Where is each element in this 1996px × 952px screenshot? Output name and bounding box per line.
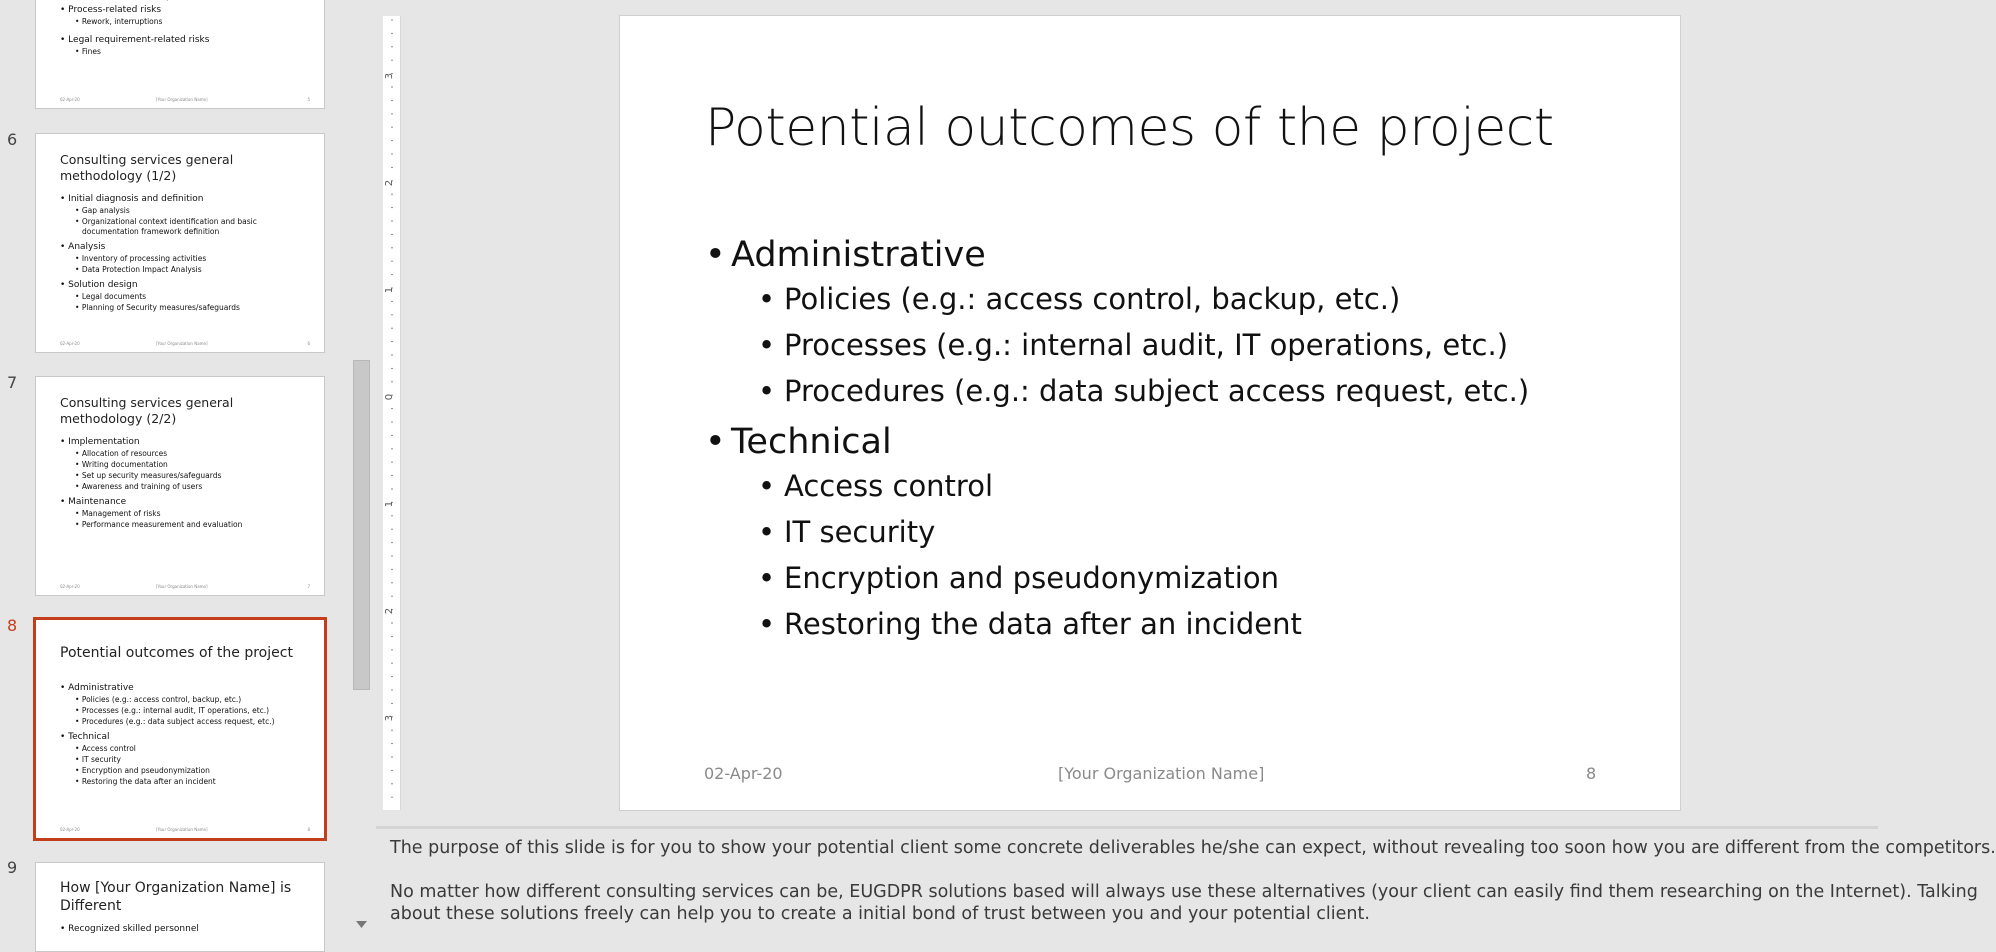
thumbnail-footer-org: [Your Organization Name] <box>156 341 208 346</box>
thumbnail-bullet: • Writing documentation <box>60 460 314 470</box>
thumbnail-footer-number: 5 <box>307 97 310 102</box>
slide-bullet-text: Processes (e.g.: internal audit, IT operations, etc.) <box>784 328 1509 362</box>
slide-bullet-text: Administrative <box>731 235 986 275</box>
bullet-icon: • <box>758 374 776 408</box>
thumbnail-footer-date: 02-Apr-20 <box>60 341 80 346</box>
thumbnail-bullet: • Maintenance <box>60 496 314 508</box>
scroll-down-button[interactable] <box>352 916 371 933</box>
ruler-label: 3 <box>384 714 395 722</box>
bullet-icon: • <box>758 328 776 362</box>
thumbnail-bullet: • Fines <box>60 47 314 57</box>
thumbnail-footer-date: 02-Apr-20 <box>60 97 80 102</box>
thumbnail-body <box>60 0 314 57</box>
thumbnail-footer-org: [Your Organization Name] <box>156 827 208 832</box>
thumbnail-bullet: • Legal requirement-related risks <box>60 34 314 46</box>
thumbnail-bullet: • Encryption and pseudonymization <box>60 766 314 776</box>
ruler-label: 1 <box>384 500 395 508</box>
thumbnail-bullet: • Set up security measures/safeguards <box>60 471 314 481</box>
slide-footer-date[interactable]: 02-Apr-20 <box>704 764 783 783</box>
slide-title[interactable]: Potential outcomes of the project <box>705 98 1554 158</box>
thumbnail-bullet: • Access control <box>60 744 314 754</box>
thumbnail-body <box>60 682 314 787</box>
thumbnail-body <box>60 923 314 935</box>
thumbnail-bullet: • Planning of Security measures/safeguards <box>60 303 314 313</box>
slide-bullet-text: Technical <box>731 422 892 462</box>
ruler-label: 3 <box>384 72 395 80</box>
slide-bullet-level1 <box>705 234 1529 277</box>
thumbnail-bullet: • Analysis <box>60 241 314 253</box>
thumbnail-footer-org: [Your Organization Name] <box>156 97 208 102</box>
bullet-icon: • <box>758 282 776 316</box>
thumbnail-body <box>60 193 314 313</box>
thumbnail-footer <box>60 341 310 347</box>
thumbnail-bullet: • Legal documents <box>60 292 314 302</box>
thumbnail-bullet: • Administrative <box>60 682 314 694</box>
slide-thumbnail-9[interactable] <box>35 862 325 952</box>
thumbnail-footer-number: 6 <box>307 341 310 346</box>
notes-paragraph: No matter how different consulting services can be, EUGDPR solutions based will always use these alternatives (your client can easily find them researching on the Internet). Talking <box>390 882 1978 902</box>
thumbnail-footer-date: 02-Apr-20 <box>60 584 80 589</box>
slide-number-6: 6 <box>7 130 18 149</box>
slide-content-placeholder[interactable] <box>705 234 1529 642</box>
bullet-icon: • <box>705 235 726 275</box>
thumbnail-bullet: • Management of risks <box>60 509 314 519</box>
slide-bullet-text: Procedures (e.g.: data subject access request, etc.) <box>784 374 1530 408</box>
notes-paragraph-continued: about these solutions freely can help you to create a initial bond of trust between you and your potential client. <box>390 904 1370 924</box>
thumbnail-title: Consulting services general methodology (1/2) <box>60 152 234 183</box>
thumbnail-bullet: • Restoring the data after an incident <box>60 777 314 787</box>
thumbnail-title: Consulting services general methodology (2/2) <box>60 395 234 426</box>
thumbnail-bullet: • Policies (e.g.: access control, backup, etc.) <box>60 695 314 705</box>
ruler-label: 1 <box>384 286 395 294</box>
ruler-label: 2 <box>384 179 395 187</box>
thumbnail-bullet: • Procedures (e.g.: data subject access request, etc.) <box>60 717 314 727</box>
thumbnail-bullet: • Process-related risks <box>60 4 314 16</box>
thumbnail-footer-number: 7 <box>307 584 310 589</box>
slide-bullet-level2 <box>758 373 1529 409</box>
thumbnail-bullet: • Recognized skilled personnel <box>60 923 314 935</box>
slide-thumbnail-7[interactable] <box>35 376 325 596</box>
slide-canvas[interactable] <box>619 15 1681 811</box>
thumbnail-bullet: • Awareness and training of users <box>60 482 314 492</box>
thumbnail-bullet: • Allocation of resources <box>60 449 314 459</box>
slide-bullet-text: Restoring the data after an incident <box>784 607 1302 641</box>
thumbnail-bullet: • IT security <box>60 755 314 765</box>
ruler-ticks <box>383 16 401 810</box>
bullet-icon: • <box>758 561 776 595</box>
thumbnail-bullet: • Data Protection Impact Analysis <box>60 265 314 275</box>
slide-bullet-level2 <box>758 514 1529 550</box>
slide-thumbnail-pane <box>0 0 352 933</box>
slide-thumbnail-6[interactable] <box>35 133 325 353</box>
thumbnail-bullet: • Solution design <box>60 279 314 291</box>
notes-paragraph: The purpose of this slide is for you to show your potential client some concrete deliverables he/she can expect, without revealing too soon how you are different from the competitors. <box>390 838 1996 858</box>
thumbnail-footer <box>60 827 310 833</box>
thumbnail-footer <box>60 97 310 103</box>
thumbnail-bullet: • Technical <box>60 731 314 743</box>
thumbnail-footer-org: [Your Organization Name] <box>156 584 208 589</box>
slide-number-9: 9 <box>7 858 18 877</box>
slide-bullet-level2 <box>758 560 1529 596</box>
slide-thumbnail-8-selected[interactable] <box>33 617 327 841</box>
bullet-icon: • <box>705 422 726 462</box>
thumbnail-bullet <box>60 0 314 2</box>
vertical-ruler <box>383 16 401 810</box>
slide-bullet-text: Policies (e.g.: access control, backup, etc.) <box>784 282 1401 316</box>
thumbnail-bullet: • Processes (e.g.: internal audit, IT operations, etc.) <box>60 706 314 716</box>
slide-footer-number[interactable]: 8 <box>1586 764 1597 783</box>
slide-bullet-text: Access control <box>784 469 994 503</box>
thumbnail-title: How [Your Organization Name] is Different <box>60 880 292 914</box>
bullet-icon: • <box>758 515 776 549</box>
thumbnail-title: Potential outcomes of the project <box>60 645 293 661</box>
thumbnail-bullet: • Implementation <box>60 436 314 448</box>
bullet-icon: • <box>758 607 776 641</box>
slide-bullet-level2 <box>758 281 1529 317</box>
ruler-label: 2 <box>384 607 395 615</box>
slide-bullet-level1 <box>705 421 1529 464</box>
ruler-label: 0 <box>384 393 395 401</box>
thumbnail-scrollbar-thumb[interactable] <box>353 360 370 690</box>
thumbnail-footer-date: 02-Apr-20 <box>60 827 80 832</box>
slide-bullet-level2 <box>758 606 1529 642</box>
thumbnail-bullet: • Gap analysis <box>60 206 314 216</box>
thumbnail-bullet: • Initial diagnosis and definition <box>60 193 314 205</box>
slide-number-8: 8 <box>7 616 18 635</box>
slide-footer-organization[interactable]: [Your Organization Name] <box>1058 764 1265 783</box>
thumbnail-footer <box>60 584 310 590</box>
slide-bullet-text: IT security <box>784 515 936 549</box>
thumbnail-footer-number: 8 <box>307 827 310 832</box>
thumbnail-bullet: • Organizational context identification and basic documentation framework definition <box>60 217 314 237</box>
thumbnail-body <box>60 436 314 530</box>
thumbnail-bullet: • Inventory of processing activities <box>60 254 314 264</box>
slide-bullet-level2 <box>758 468 1529 504</box>
slide-bullet-text: Encryption and pseudonymization <box>784 561 1279 595</box>
thumbnail-bullet: • Performance measurement and evaluation <box>60 520 314 530</box>
slide-bullet-level2 <box>758 327 1529 363</box>
slide-thumbnail-5[interactable] <box>35 0 325 109</box>
thumbnail-bullet: • Rework, interruptions <box>60 17 314 27</box>
slide-number-7: 7 <box>7 373 18 392</box>
chevron-down-icon <box>356 921 367 928</box>
speaker-notes-pane[interactable] <box>376 829 1996 933</box>
bullet-icon: • <box>758 469 776 503</box>
